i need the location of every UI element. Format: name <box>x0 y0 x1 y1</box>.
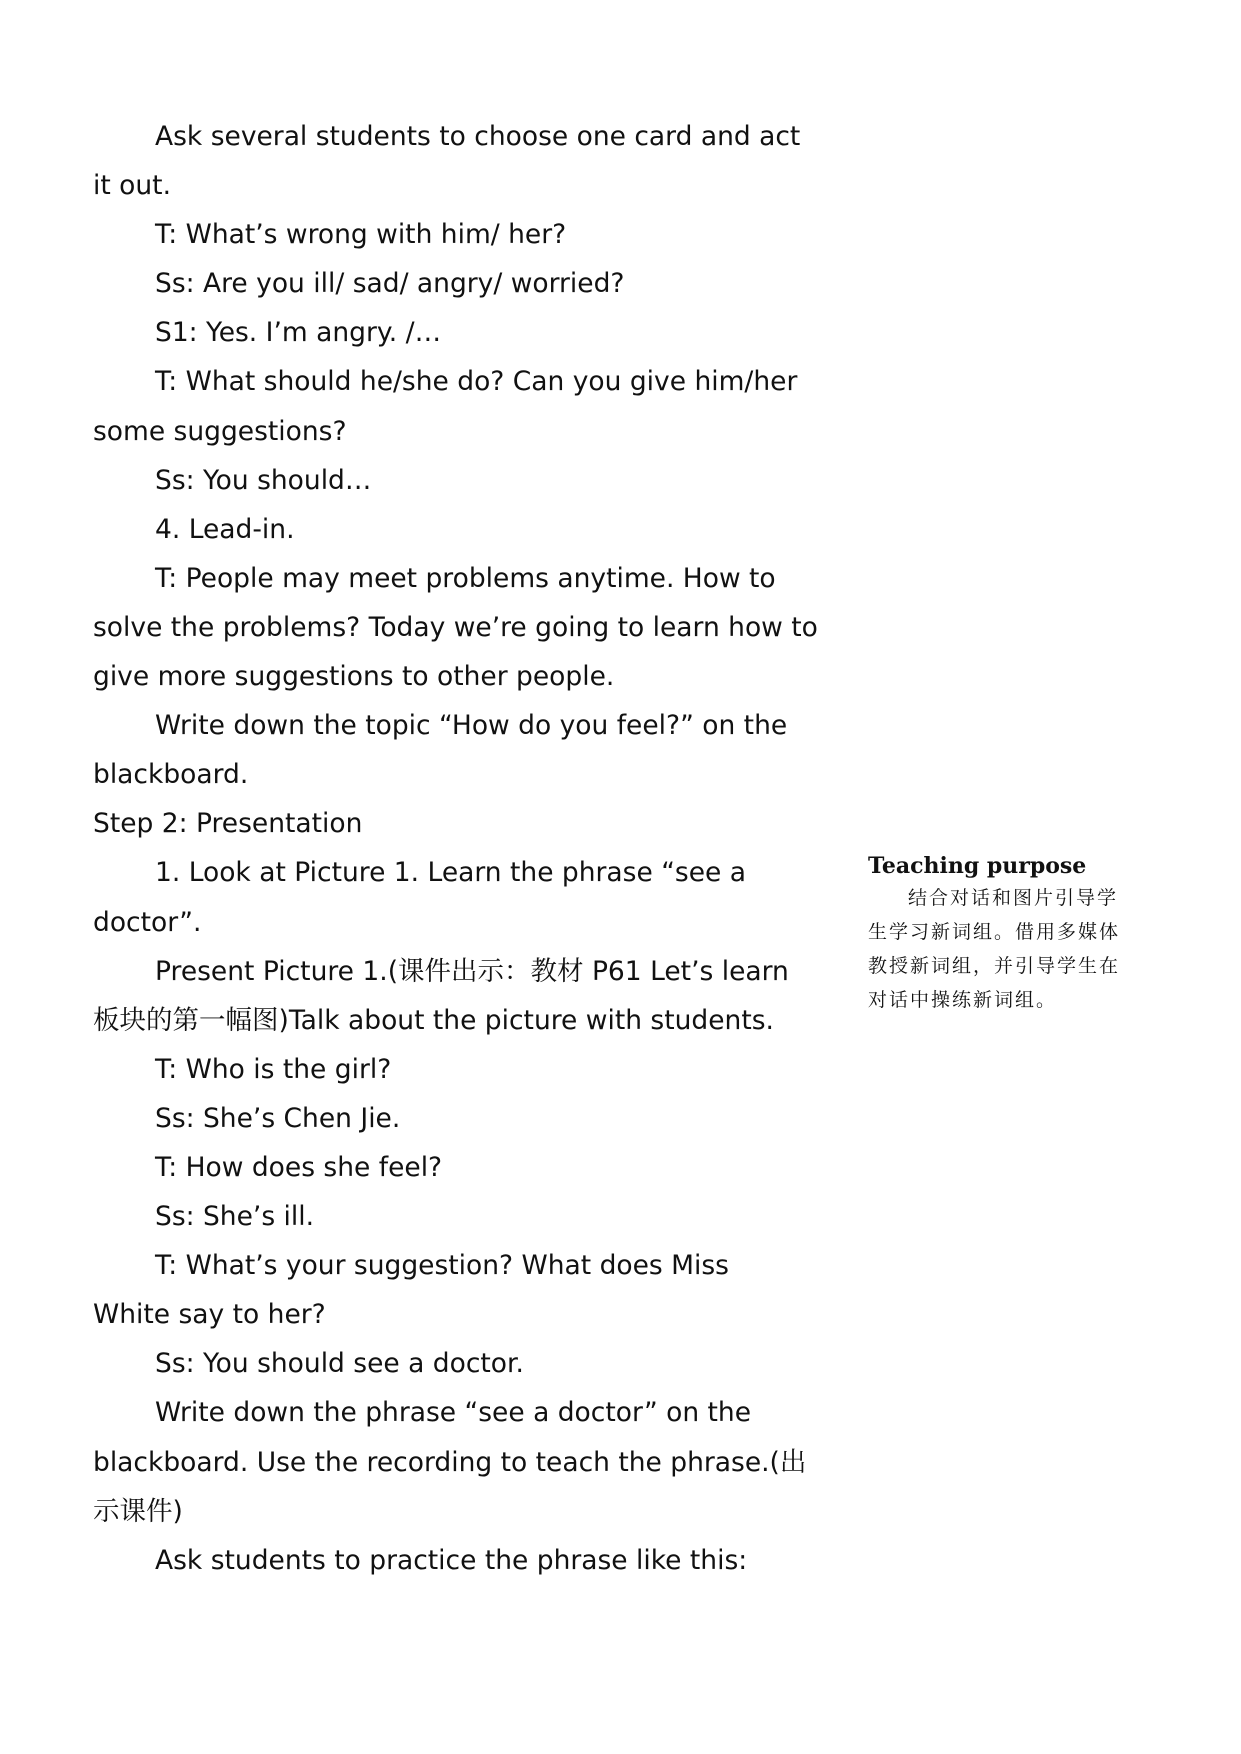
text-line: S1: Yes. I’m angry. /… <box>155 317 442 349</box>
text-line: Ss: She’s Chen Jie. <box>155 1102 401 1134</box>
text-line: Ask students to practice the phrase like this: <box>155 1544 748 1576</box>
text-line: Ss: You should… <box>155 464 372 496</box>
text-line: White say to her? <box>93 1299 326 1331</box>
text-line: blackboard. <box>93 759 249 791</box>
teaching-purpose-body: 结合对话和图片引导学生学习新词组。借用多媒体教授新词组，并引导学生在对话中操练新词组。 <box>868 887 1121 1011</box>
text-line: blackboard. Use the recording to teach the phrase.(出 <box>93 1446 807 1478</box>
text-line: Step 2: Presentation <box>93 808 363 840</box>
text-line: Present Picture 1.(课件出示：教材 P61 Let’s learn <box>155 955 789 987</box>
text-line: T: What should he/she do? Can you give him/her <box>155 366 798 398</box>
text-line: give more suggestions to other people. <box>93 661 615 693</box>
text-line: T: What’s wrong with him/ her? <box>155 219 567 251</box>
text-line: T: What’s your suggestion? What does Miss <box>155 1250 729 1282</box>
text-line: Ss: She’s ill. <box>155 1201 315 1233</box>
text-line: T: Who is the girl? <box>155 1053 392 1085</box>
text-line: 示课件) <box>93 1495 183 1527</box>
text-line: 4. Lead-in. <box>155 513 295 545</box>
text-line: Write down the phrase “see a doctor” on the <box>155 1397 752 1429</box>
lesson-body <box>93 112 838 1585</box>
teaching-purpose-note <box>868 851 1128 1017</box>
text-line: Write down the topic “How do you feel?” on the <box>155 710 788 742</box>
text-line: T: People may meet problems anytime. How to <box>155 562 776 594</box>
text-line: Ask several students to choose one card and act <box>155 121 801 152</box>
text-line: solve the problems? Today we’re going to learn how to <box>93 611 818 643</box>
text-line: some suggestions? <box>93 415 347 447</box>
text-line: it out. <box>93 170 171 202</box>
text-line: doctor”. <box>93 906 202 938</box>
text-line: Ss: Are you ill/ sad/ angry/ worried? <box>155 268 625 300</box>
teaching-purpose-title: Teaching purpose <box>868 853 1087 879</box>
text-line: T: How does she feel? <box>155 1151 443 1183</box>
text-line: 1. Look at Picture 1. Learn the phrase “see a <box>155 857 747 889</box>
text-line: Ss: You should see a doctor. <box>155 1348 524 1380</box>
text-line: 板块的第一幅图)Talk about the picture with students. <box>93 1004 774 1036</box>
